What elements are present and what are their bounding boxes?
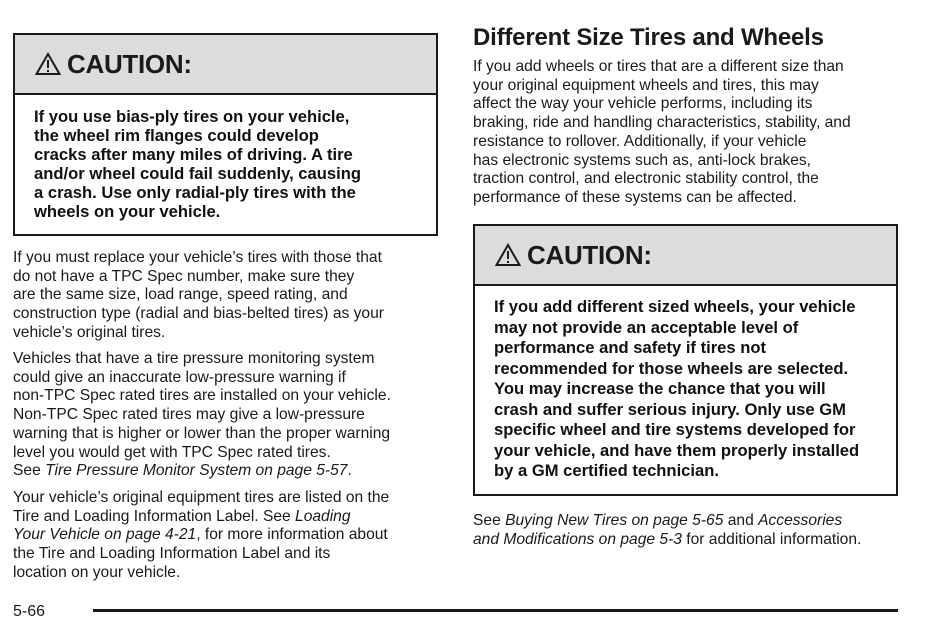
caution-title: CAUTION: xyxy=(67,48,192,79)
warning-triangle-icon xyxy=(35,52,61,76)
text-line xyxy=(13,508,443,527)
footer-rule xyxy=(93,609,898,612)
caution-line: the wheel rim flanges could develop xyxy=(34,126,319,145)
text-line: resistance to rollover. Additionally, if your vehicle xyxy=(473,132,807,150)
text-line: braking, ride and handling characteristics, stability, and xyxy=(473,114,851,132)
caution-line: crash and suffer serious injury. Only use GM xyxy=(494,399,846,419)
punctuation: . xyxy=(347,462,352,480)
text-line: If you add wheels or tires that are a different size than xyxy=(473,58,844,75)
text-line: affect the way your vehicle performs, including its xyxy=(473,95,813,113)
caution-text xyxy=(475,286,896,482)
caution-line: specific wheel and tire systems developed for xyxy=(494,420,856,439)
caution-line: a crash. Use only radial-ply tires with the xyxy=(34,183,356,202)
warning-triangle-icon xyxy=(495,243,521,267)
text-line xyxy=(13,462,443,481)
cross-reference-link[interactable]: Your Vehicle on page 4-21 xyxy=(13,526,197,544)
text-line: traction control, and electronic stability control, the xyxy=(473,170,819,188)
text-fragment: , for more information about xyxy=(196,526,388,544)
caution-line: recommended for those wheels are selected. xyxy=(494,358,849,378)
paragraph-different-size xyxy=(473,58,903,208)
caution-line: You may increase the chance that you will xyxy=(494,379,826,398)
caution-header xyxy=(475,226,896,286)
see-text: See xyxy=(13,462,46,480)
caution-line: If you add different sized wheels, your vehicle xyxy=(494,297,856,316)
text-line: your original equipment wheels and tires, this may xyxy=(473,76,819,94)
cross-reference-link[interactable]: Accessories xyxy=(758,512,843,529)
caution-box-different-size xyxy=(473,224,898,496)
section-heading: Different Size Tires and Wheels xyxy=(473,24,824,51)
caution-line: and/or wheel could fail suddenly, causing xyxy=(34,164,362,183)
text-fragment: for additional information. xyxy=(681,530,862,548)
page-number: 5-66 xyxy=(13,603,46,620)
cross-reference-link[interactable]: Tire Pressure Monitor System on page 5-57 xyxy=(45,462,348,480)
text-fragment: See xyxy=(473,512,506,529)
text-line: do not have a TPC Spec number, make sure they xyxy=(13,267,355,285)
text-line: non-TPC Spec rated tires are installed on your vehicle. xyxy=(13,387,391,405)
text-line: If you must replace your vehicle’s tires with those that xyxy=(13,249,382,266)
text-line: Vehicles that have a tire pressure monitoring system xyxy=(13,350,375,367)
text-line: warning that is higher or lower than the proper warning xyxy=(13,424,391,442)
paragraph-original-tires xyxy=(13,489,443,583)
text-line: location on your vehicle. xyxy=(13,563,181,581)
paragraph-tpms xyxy=(13,350,443,481)
caution-box-bias-ply xyxy=(13,33,438,236)
caution-line: may not provide an acceptable level of xyxy=(494,317,799,337)
text-line: level you would get with TPC Spec rated tires. xyxy=(13,443,331,461)
cross-reference-link[interactable]: Buying New Tires on page 5-65 xyxy=(505,512,724,529)
text-line: vehicle’s original tires. xyxy=(13,323,166,341)
text-line: the Tire and Loading Information Label and its xyxy=(13,545,331,563)
text-line: Non-TPC Spec rated tires may give a low-pressure xyxy=(13,406,365,424)
text-line: Your vehicle’s original equipment tires are listed on the xyxy=(13,489,390,506)
text-line: are the same size, load range, speed rating, and xyxy=(13,286,348,304)
paragraph-see-also xyxy=(473,512,903,549)
paragraph-replace-tires xyxy=(13,249,443,343)
text-fragment: Tire and Loading Information Label. See xyxy=(13,507,296,525)
caution-title: CAUTION: xyxy=(527,239,652,270)
caution-line: cracks after many miles of driving. A tire xyxy=(34,145,353,164)
text-line xyxy=(473,512,903,531)
caution-line: your vehicle, and have them properly installed xyxy=(494,440,860,460)
text-fragment: and xyxy=(723,512,759,529)
caution-line: If you use bias-ply tires on your vehicle, xyxy=(34,107,350,126)
caution-line: by a GM certified technician. xyxy=(494,461,719,480)
text-line xyxy=(13,526,443,545)
caution-text xyxy=(15,95,436,221)
caution-header xyxy=(15,35,436,95)
caution-line: wheels on your vehicle. xyxy=(34,202,221,221)
text-line: construction type (radial and bias-belted tires) as your xyxy=(13,305,384,323)
cross-reference-link[interactable]: Loading xyxy=(295,507,351,525)
text-line: could give an inaccurate low-pressure warning if xyxy=(13,368,346,386)
text-line xyxy=(473,531,903,550)
cross-reference-link[interactable]: and Modifications on page 5-3 xyxy=(473,530,682,548)
text-line: performance of these systems can be affected. xyxy=(473,188,797,206)
text-line: has electronic systems such as, anti-lock brakes, xyxy=(473,151,811,169)
caution-line: performance and safety if tires not xyxy=(494,338,767,357)
